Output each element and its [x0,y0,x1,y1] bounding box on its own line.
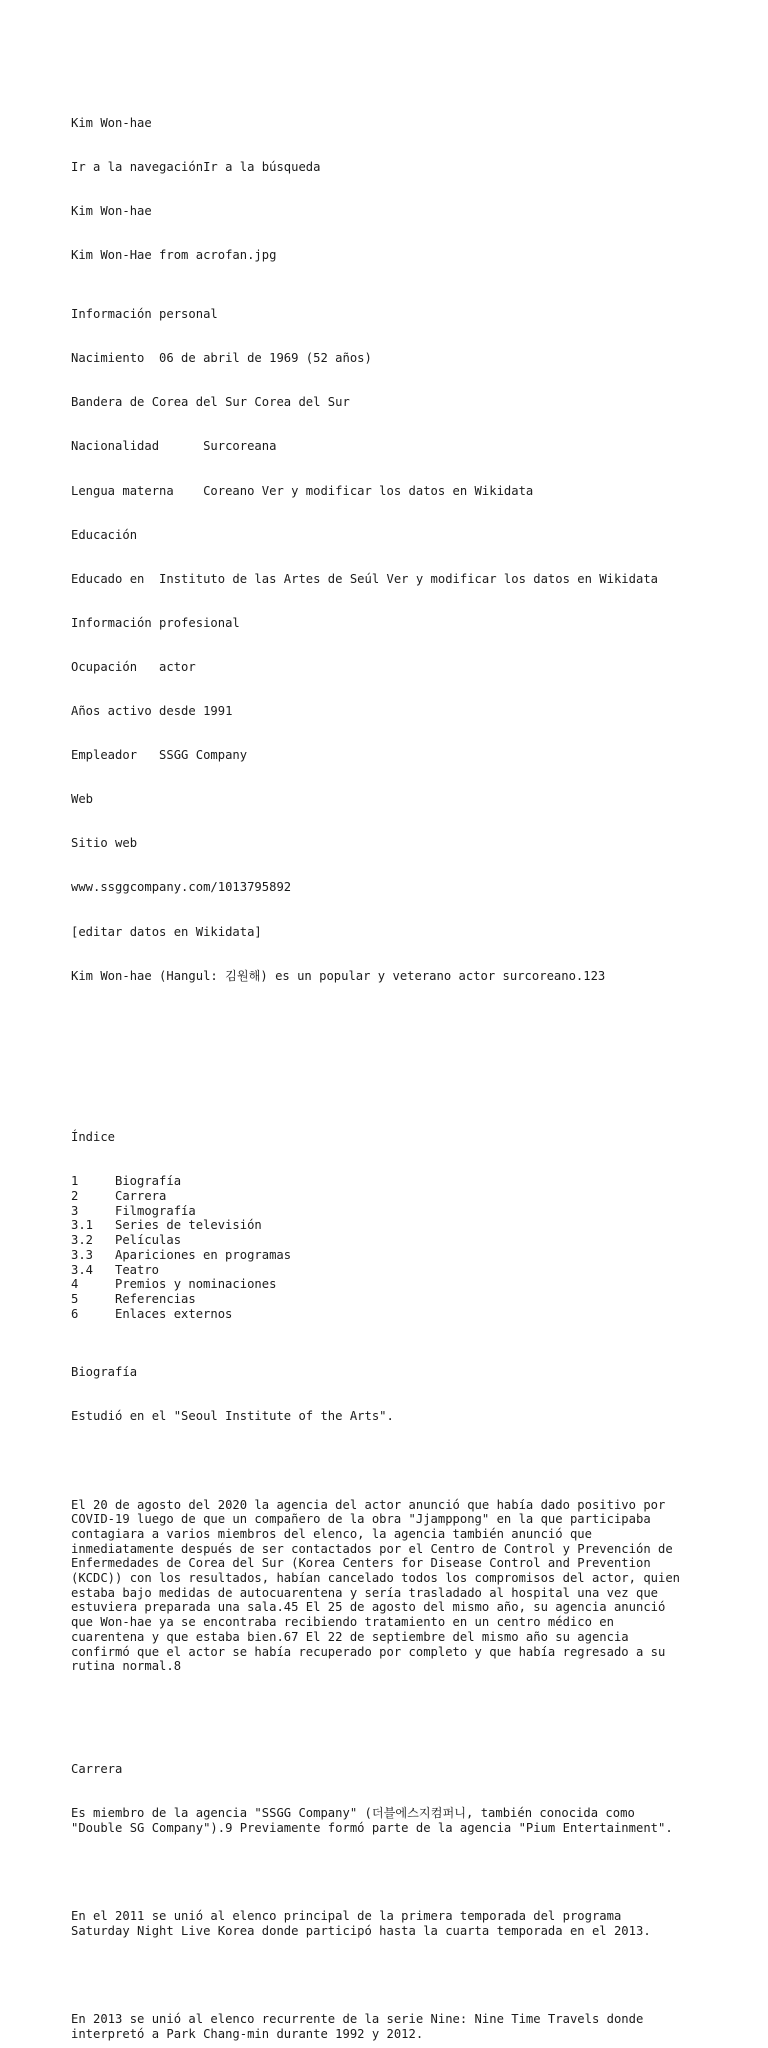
paragraph-line: confirmó que el actor se había recuperado por completo y que había regresado a su [71,1644,666,1659]
spacer [71,1865,731,1880]
paragraph-line: inmediatamente después de ser contactados por el Centro de Control y Prevención de [71,1541,673,1556]
toc-item[interactable] [71,1189,731,1204]
toc-item-number: 2 [71,1189,79,1204]
biografia-paragraph-2 [71,1498,731,1674]
paragraph-line: Es miembro de la agencia "SSGG Company" (더블에스지컴퍼니, también conocida como [71,1806,635,1821]
infobox-educated-in: Educado en Instituto de las Artes de Seúl Ver y modificar los datos en Wikidata [71,571,658,586]
toc-item-label[interactable]: Premios y nominaciones [115,1277,277,1292]
spacer [71,1703,731,1718]
infobox-professional-heading: Información profesional [71,615,240,630]
carrera-paragraph-3 [71,2012,731,2041]
toc-item[interactable] [71,1248,731,1263]
paragraph-line: En 2013 se unió al elenco recurrente de la serie Nine: Nine Time Travels donde [71,2011,644,2026]
infobox-language: Lengua materna Coreano Ver y modificar los datos en Wikidata [71,483,534,498]
biografia-paragraph-1: Estudió en el "Seoul Institute of the Arts". [71,1409,394,1424]
infobox-years-active: Años activo desde 1991 [71,704,233,719]
toc-item[interactable] [71,1292,731,1307]
infobox-flag: Bandera de Corea del Sur Corea del Sur [71,395,350,410]
infobox-employer: Empleador SSGG Company [71,748,248,763]
paragraph-line: "Double SG Company").9 Previamente formó parte de la agencia "Pium Entertainment". [71,1820,673,1835]
toc-item[interactable] [71,1307,731,1322]
infobox-birth: Nacimiento 06 de abril de 1969 (52 años) [71,351,372,366]
paragraph-line: estaba bajo medidas de autocuarentena y sería trasladado al hospital una vez que [71,1585,658,1600]
infobox-occupation: Ocupación actor [71,659,196,674]
paragraph-line: (KCDC)) con los resultados, habían cancelado todos los compromisos del actor, quien [71,1571,681,1586]
toc-item-label[interactable]: Referencias [115,1291,196,1306]
edit-wikidata-link[interactable]: [editar datos en Wikidata] [71,924,262,939]
paragraph-line: En el 2011 se unió al elenco principal de la primera temporada del programa [71,1909,622,1924]
toc-item-number: 3.3 [71,1247,94,1262]
toc-item-number: 3.4 [71,1262,94,1277]
toc-item[interactable] [71,1233,731,1248]
toc-item-number: 3.2 [71,1233,94,1248]
paragraph-line: estuviera preparada una sala.45 El 25 de agosto del mismo año, su agencia anunció [71,1600,666,1615]
toc-heading: Índice [71,1130,116,1145]
infobox-name: Kim Won-hae [71,204,152,219]
toc-item-label[interactable]: Teatro [115,1262,160,1277]
toc-list [71,1174,731,1321]
spacer [71,1071,731,1086]
toc-item-number: 6 [71,1306,79,1321]
infobox-website-label: Sitio web [71,836,138,851]
toc-item-label[interactable]: Enlaces externos [115,1306,233,1321]
spacer [71,1968,731,1983]
toc-item[interactable] [71,1277,731,1292]
paragraph-line: interpretó a Park Chang-min durante 1992 y 2012. [71,2026,424,2041]
toc-item-label[interactable]: Filmografía [115,1203,196,1218]
paragraph-line: cuarentena y que estaba bien.67 El 22 de septiembre del mismo año su agencia [71,1629,629,1644]
infobox-education-heading: Educación [71,527,138,542]
document-body [71,72,731,2048]
section-heading-biografia: Biografía [71,1365,138,1380]
paragraph-line: El 20 de agosto del 2020 la agencia del actor anunció que había dado positivo por [71,1497,666,1512]
paragraph-line: Enfermedades de Corea del Sur (Korea Centers for Disease Control and Prevention [71,1556,651,1571]
toc-item-number: 1 [71,1174,79,1189]
intro-paragraph: Kim Won-hae (Hangul: 김원해) es un popular y veterano actor surcoreano.123 [71,968,606,983]
carrera-paragraph-2 [71,1909,731,1938]
toc-item-label[interactable]: Carrera [115,1189,167,1204]
paragraph-line: rutina normal.8 [71,1659,182,1674]
spacer [71,1454,731,1469]
toc-item-label[interactable]: Apariciones en programas [115,1247,292,1262]
toc-item-number: 3.1 [71,1218,94,1233]
toc-item-number: 3 [71,1203,79,1218]
toc-item[interactable] [71,1204,731,1219]
toc-item-number: 5 [71,1291,79,1306]
nav-links[interactable]: Ir a la navegaciónIr a la búsqueda [71,160,321,175]
paragraph-line: COVID-19 luego de que un compañero de la obra "Jjamppong" en la que participaba [71,1512,651,1527]
toc-item-number: 4 [71,1277,79,1292]
toc-item[interactable] [71,1263,731,1278]
page-title: Kim Won-hae [71,116,152,131]
image-caption[interactable]: Kim Won-Hae from acrofan.jpg [71,248,277,263]
website-link[interactable]: www.ssggcompany.com/1013795892 [71,880,292,895]
toc-item[interactable] [71,1174,731,1189]
toc-item-label[interactable]: Series de televisión [115,1218,262,1233]
section-heading-carrera: Carrera [71,1762,123,1777]
infobox-nationality: Nacionalidad Surcoreana [71,439,277,454]
spacer [71,1027,731,1042]
paragraph-line: Saturday Night Live Korea donde participó hasta la cuarta temporada en el 2013. [71,1923,651,1938]
paragraph-line: que Won-hae ya se encontraba recibiendo tratamiento en un centro médico en [71,1615,614,1630]
toc-item-label[interactable]: Películas [115,1233,182,1248]
carrera-paragraph-1 [71,1806,731,1835]
paragraph-line: contagiara a varios miembros del elenco, la agencia también anunció que [71,1527,592,1542]
toc-item[interactable] [71,1218,731,1233]
toc-item-label[interactable]: Biografía [115,1174,182,1189]
infobox-web-heading: Web [71,792,94,807]
infobox-personal-heading: Información personal [71,307,218,322]
